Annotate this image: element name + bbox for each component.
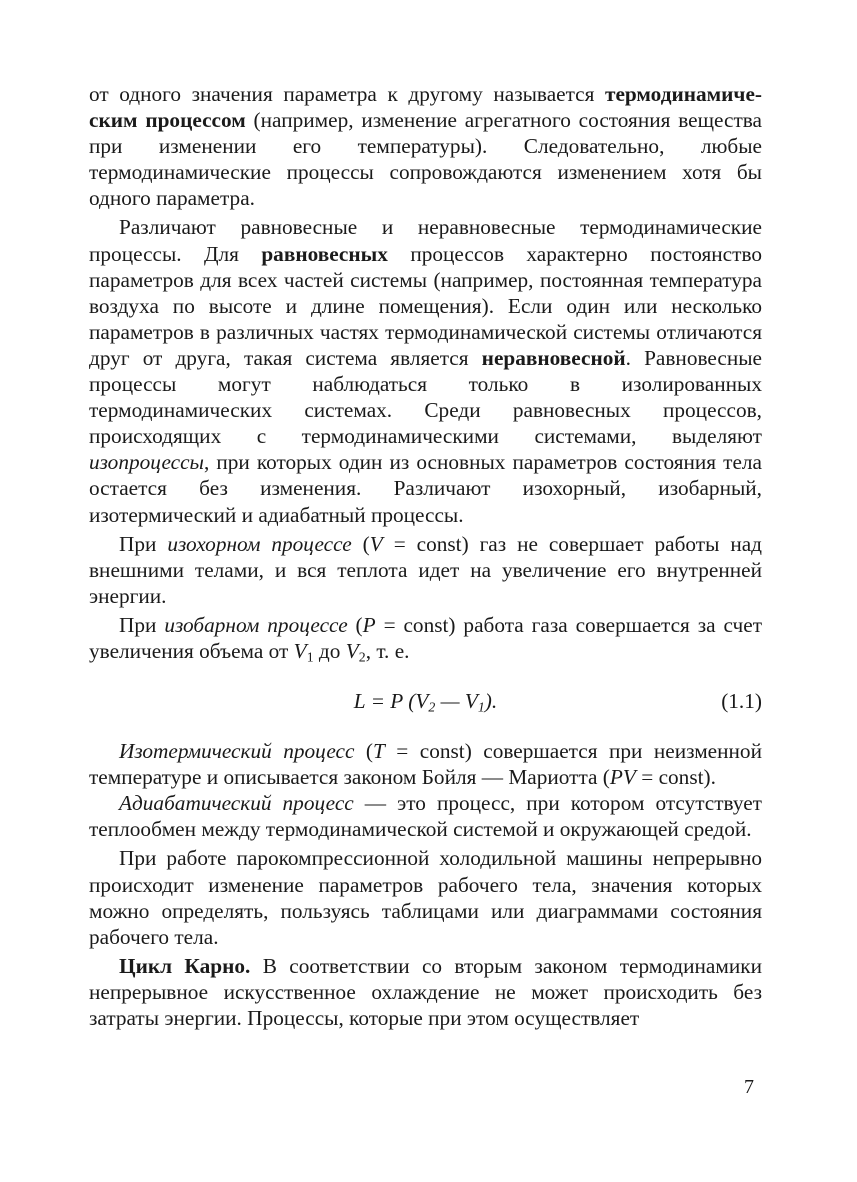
text-run: = const) совершается при неизменной температуре и описывается законом Бойля — Мариотта ( xyxy=(89,739,762,790)
text-run: ( xyxy=(354,739,373,764)
text-run: — это процесс, при котором отсутствует теплообмен между термодинамической системой и окружающей средой. xyxy=(89,791,762,842)
var-p: P xyxy=(362,612,376,637)
paragraph-2 xyxy=(89,214,762,527)
subscript: 2 xyxy=(358,649,366,665)
text-run: Различают равновесные и неравновесные термодинамические процессы. Для xyxy=(89,215,762,266)
text-run: ( xyxy=(347,612,363,637)
equation-part: L = P (V xyxy=(353,689,429,714)
term-equilibrium: равновесных xyxy=(261,241,388,266)
text-run: от одного значения параметра к другому называется xyxy=(89,82,605,106)
text-run: до xyxy=(313,638,346,663)
equation-block xyxy=(89,688,762,714)
equation-number: (1.1) xyxy=(721,689,762,714)
term-adiabatic: Адиабатический процесс xyxy=(119,791,354,816)
equation-part: ). xyxy=(484,689,498,714)
var-t: T xyxy=(372,739,385,764)
term-isothermal: Изотермический процесс xyxy=(119,739,355,764)
text-run: В соответствии со вторым законом термодинамики непрерывное искусственное охлаждение не может происходить без затраты энергии. Процессы, которые при этом осуществляет xyxy=(89,953,762,1030)
var-pv: PV xyxy=(609,765,636,790)
text-run: ( xyxy=(351,531,370,556)
subscript: 1 xyxy=(477,699,485,715)
var-v: V xyxy=(369,531,383,556)
paragraph-4 xyxy=(89,612,762,664)
text-run: процессов характерно постоянство параметров для всех частей системы (например, постоянная температура воздуха по высоте и длине помещения). Если один или несколько параметров в различных частях термодинамической системы отличаются друг от друга, такая система является xyxy=(89,241,763,370)
subscript: 2 xyxy=(428,699,436,715)
paragraph-7 xyxy=(89,845,762,949)
term-isobaric: изобарном процессе xyxy=(164,612,348,637)
page-number: 7 xyxy=(744,1076,754,1098)
term-isochoric: изохорном процессе xyxy=(167,531,352,556)
text-run: = const) газ не совершает работы над внешними телами, и вся теплота идет на увеличение его внутренней энергии. xyxy=(89,531,763,608)
text-run: При работе парокомпрессионной холодильной машины непрерывно происходит изменение параметров рабочего тела, значения которых можно определять, пользуясь таблицами или диаграммами состояния рабочего тела. xyxy=(89,846,762,949)
text-run: При xyxy=(119,531,168,556)
paragraph-5 xyxy=(89,738,762,790)
text-run: , т. е. xyxy=(365,638,410,663)
text-run: , при которых один из основных параметров состояния тела остается без изменения. Различают изохорный, изобарный, изотермический и адиабатный процессы. xyxy=(89,450,762,527)
paragraph-6 xyxy=(89,790,762,842)
paragraph-8 xyxy=(89,953,762,1031)
var-v2: V xyxy=(345,638,359,663)
text-run: = const). xyxy=(635,765,716,790)
term-carnot-cycle: Цикл Карно. xyxy=(119,953,251,978)
var-v1: V xyxy=(293,638,307,663)
text-run: = const) работа газа совершается за счет увеличения объема от xyxy=(89,612,763,663)
subscript: 1 xyxy=(306,649,314,665)
text-run: (например, изменение агрегатного состояния вещества при изменении его температуры). Следовательно, любые термодинамические процессы сопровождаются изменением хотя бы одного параметра. xyxy=(89,108,762,211)
page-body xyxy=(89,81,762,1031)
term-isoprocesses: изопроцессы xyxy=(89,450,204,475)
text-run: . Равновесные процессы могут наблюдаться только в изолированных термодинамических системах. Среди равновесных процессов, происходящих с термодинамическими системами, выделяют xyxy=(89,345,762,449)
equation xyxy=(89,688,762,714)
text-run: При xyxy=(119,612,165,637)
paragraph-1 xyxy=(89,81,762,211)
term-nonequilibrium: неравновесной xyxy=(481,345,626,370)
term-thermodynamic-process: термодинамическим процессом xyxy=(89,82,762,133)
paragraph-3 xyxy=(89,531,762,609)
equation-part: — V xyxy=(435,689,478,714)
